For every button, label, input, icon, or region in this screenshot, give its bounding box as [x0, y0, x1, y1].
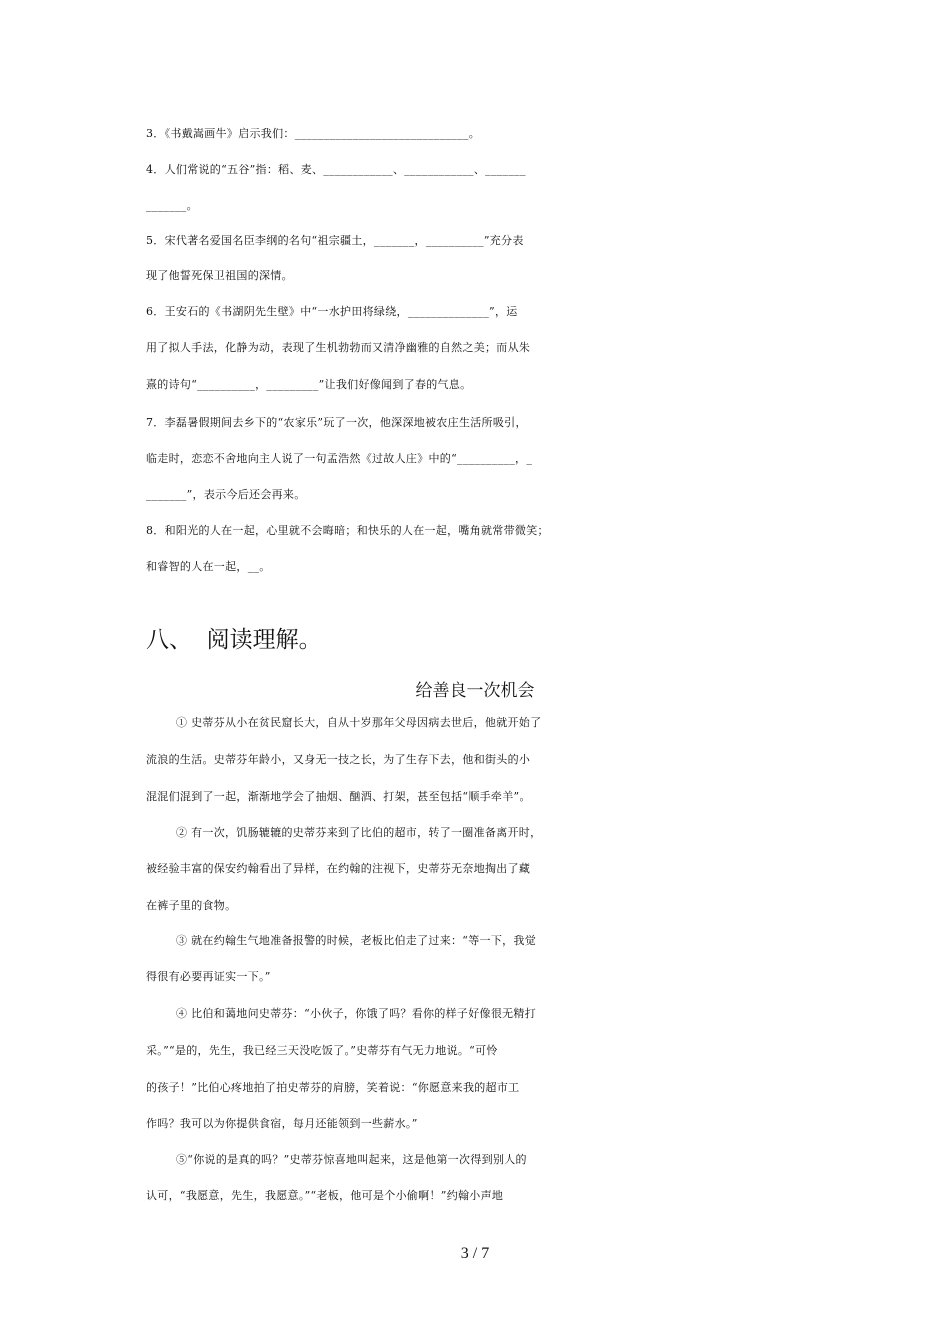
story-p1-line-2: 流浪的生活。史蒂芬年龄小，又身无一技之长，为了生存下去，他和街头的小	[146, 753, 531, 766]
question-6-line-3: 熹的诗句“__________，_________”让我们好像闻到了春的气息。	[146, 378, 472, 391]
story-p3-line-1: ③ 就在约翰生气地准备报警的时候，老板比伯走了过来：“等一下，我觉	[176, 934, 537, 947]
question-7-line-2: 临走时，恋恋不舍地向主人说了一句孟浩然《过故人庄》中的“__________，_	[146, 452, 533, 465]
story-p2-line-3: 在裤子里的食物。	[146, 899, 237, 912]
question-4-line-1: 4．人们常说的“五谷”指：稻、麦、____________、____________、_______	[146, 163, 526, 176]
question-7-line-3: _______”，表示今后还会再来。	[146, 488, 306, 501]
question-7-line-1: 7．李磊暑假期间去乡下的“农家乐”玩了一次，他深深地被农庄生活所吸引，	[146, 416, 527, 429]
story-p5-line-2: 认可，“我愿意，先生，我愿意。”“老板，他可是个小偷啊！”约翰小声地	[146, 1189, 504, 1202]
page-number: 3 / 7	[460, 1245, 490, 1262]
question-5-line-2: 现了他誓死保卫祖国的深情。	[146, 269, 293, 282]
question-3-line-1: 3．《书戴嵩画牛》启示我们：______________________________。	[146, 127, 480, 140]
story-p1-line-1: ① 史蒂芬从小在贫民窟长大，自从十岁那年父母因病去世后，他就开始了	[176, 716, 542, 729]
story-title: 给善良一次机会	[415, 681, 535, 701]
question-8-line-2: 和睿智的人在一起，__。	[146, 560, 271, 573]
question-5-line-1: 5．宋代著名爱国名臣李纲的名句“祖宗疆土，_______，__________”充分表	[146, 234, 524, 247]
question-8-line-1: 8．和阳光的人在一起，心里就不会晦暗；和快乐的人在一起，嘴角就常带微笑；	[146, 524, 549, 537]
section-title-reading: 八、 阅读理解。	[146, 627, 322, 653]
story-p2-line-2: 被经验丰富的保安约翰看出了异样，在约翰的注视下，史蒂芬无奈地掏出了藏	[146, 862, 531, 875]
question-6-line-1: 6．王安石的《书湖阴先生壁》中“一水护田将绿绕，______________”，运	[146, 305, 518, 318]
story-p5-line-1: ⑤“你说的是真的吗？”史蒂芬惊喜地叫起来，这是他第一次得到别人的	[176, 1153, 527, 1166]
story-p3-line-2: 得很有必要再证实一下。”	[146, 970, 271, 983]
story-p2-line-1: ② 有一次，饥肠辘辘的史蒂芬来到了比伯的超市，转了一圈准备离开时，	[176, 826, 542, 839]
question-6-line-2: 用了拟人手法，化静为动，表现了生机勃勃而又清净幽雅的自然之美；而从朱	[146, 341, 531, 354]
story-p4-line-4: 作吗？我可以为你提供食宿，每月还能领到一些薪水。”	[146, 1117, 418, 1130]
story-p4-line-2: 采。”“是的，先生，我已经三天没吃饭了。”史蒂芬有气无力地说。“可怜	[146, 1044, 498, 1057]
story-p1-line-3: 混混们混到了一起，渐渐地学会了抽烟、酗酒、打架，甚至包括“顺手牵羊”。	[146, 790, 531, 803]
question-4-line-2: _______。	[146, 199, 198, 212]
story-p4-line-3: 的孩子！”比伯心疼地拍了拍史蒂芬的肩膀，笑着说：“你愿意来我的超市工	[146, 1081, 520, 1094]
story-p4-line-1: ④ 比伯和蔼地问史蒂芬：“小伙子，你饿了吗？看你的样子好像很无精打	[176, 1007, 537, 1020]
